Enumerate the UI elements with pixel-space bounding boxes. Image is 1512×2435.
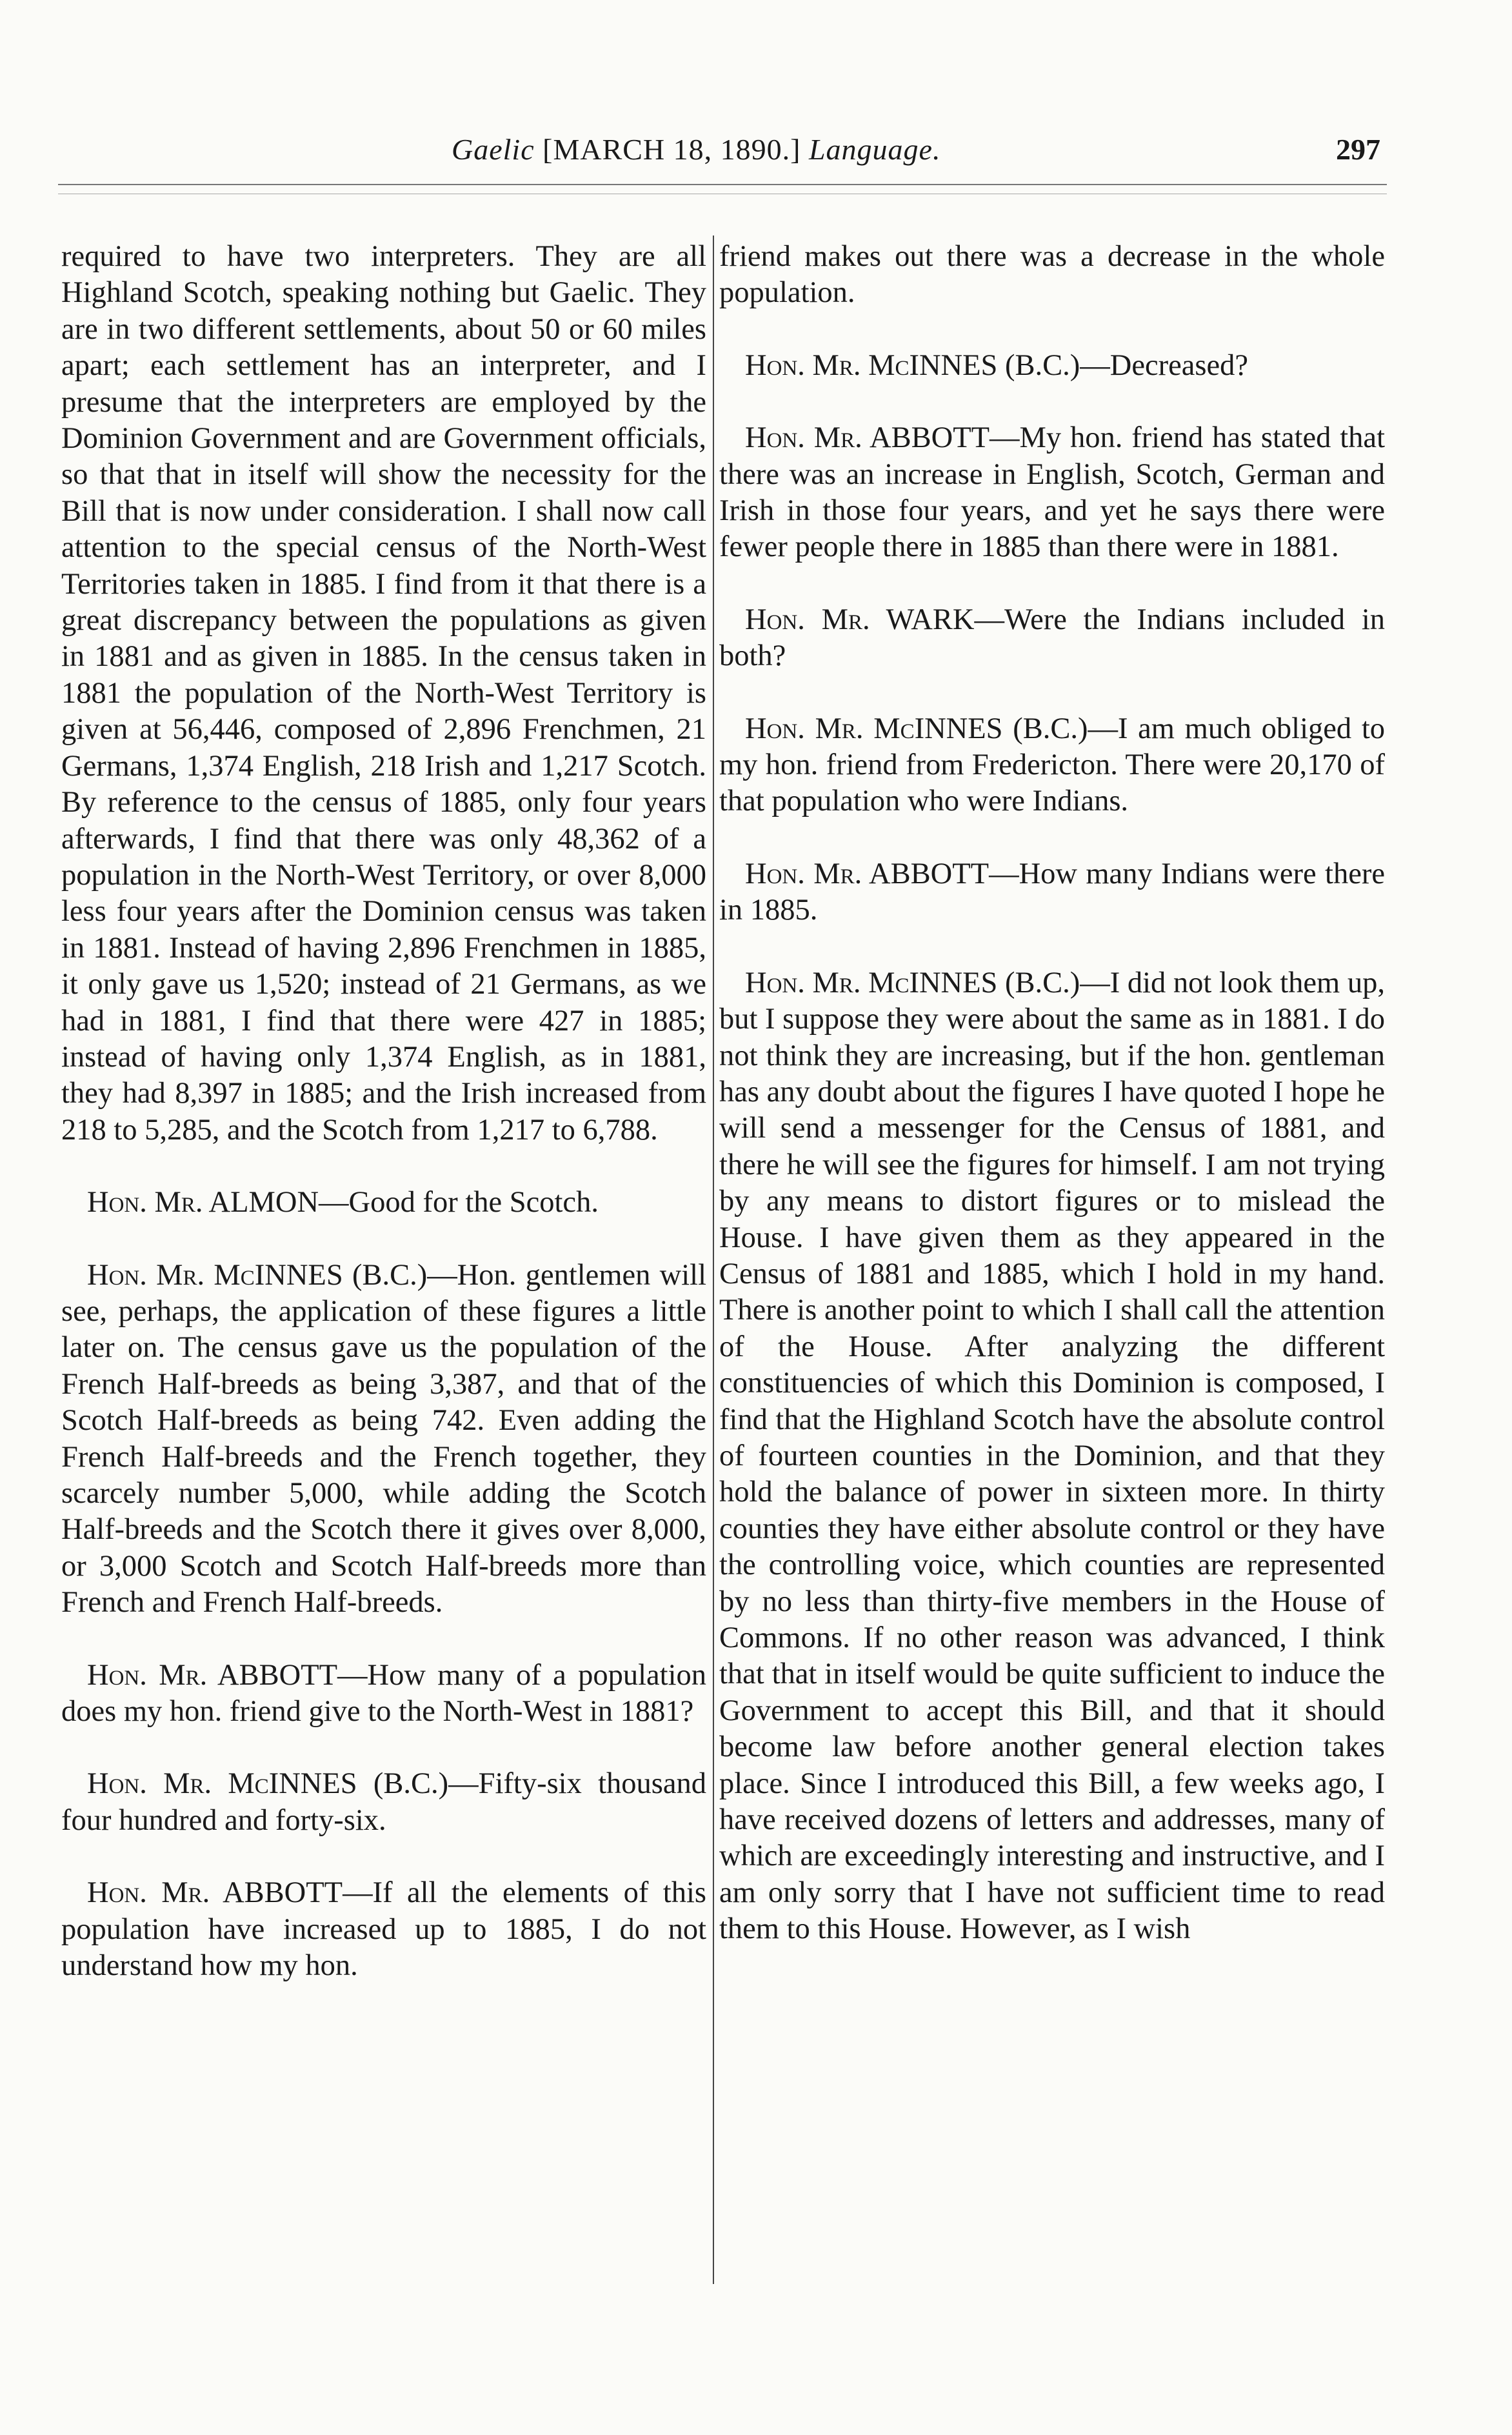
header-rule	[58, 184, 1387, 185]
running-title	[452, 132, 940, 166]
speaker-name: Hon. Mr. McINNES (B.C.)	[87, 1258, 428, 1292]
right-column	[719, 239, 1385, 1984]
paragraph-text: —How many of a population does my hon. friend give to the North-West in 1881?	[61, 1658, 706, 1729]
running-title-left: Gaelic	[452, 133, 535, 166]
paragraph	[719, 965, 1385, 1948]
speaker-name: Hon. Mr. ABBOTT	[745, 421, 990, 455]
paragraph	[719, 856, 1385, 929]
paragraph-text: —I did not look them up, but I suppose they were about the same as in 1881. I do not think they are increasing, but if the hon. gentleman has any doubt about the figures I have quoted I hope he will send a messenger for the Census of 1881, and there he will see the figures for himself. I am not trying by any means to distort figures or to mislead the House. I have given them as they appeared in the Census of 1881 and 1885, which I hold in my hand. There is another point to which I shall call the attention of the House. After analyzing the different constituencies of which this Dominion is composed, I find that the Highland Scotch have the absolute control of fourteen counties in the Dominion, and that they hold the balance of power in sixteen more. In thirty counties they have either absolute control or they have the controlling voice, which counties are represented by no less than thirty-five members in the House of Commons. If no other reason was advanced, I think that that in itself would be quite sufficient to induce the Government to accept this Bill, and that it should become law before another general election takes place. Since I introduced this Bill, a few weeks ago, I have received dozens of letters and addresses, many of which are exceedingly interesting and instructive, and I am only sorry that I have not sufficient time to read them to this House. However, as I wish	[719, 966, 1385, 1946]
paragraph	[719, 711, 1385, 820]
paragraph	[61, 1258, 706, 1621]
paragraph-text: —My hon. friend has stated that there was an increase in English, Scotch, German and Irish in those four years, and yet he says there were fewer people there in 1885 than there were in 1881.	[719, 421, 1385, 564]
running-title-right: Language.	[808, 133, 941, 166]
speaker-name: Hon. Mr. ALMON	[87, 1186, 319, 1219]
paragraph-text: —I am much obliged to my hon. friend from Fredericton. There were 20,170 of that population who were Indians.	[719, 712, 1386, 818]
speaker-name: Hon. Mr. McINNES (B.C.)	[745, 348, 1080, 382]
paragraph	[61, 1658, 706, 1730]
paragraph-text: —Fifty-six thousand four hundred and forty-six.	[61, 1767, 707, 1837]
paragraph	[61, 1875, 706, 1984]
speaker-name: Hon. Mr. McINNES (B.C.)	[745, 712, 1088, 745]
paragraph	[719, 420, 1385, 566]
speaker-name: Hon. Mr. ABBOTT	[87, 1876, 343, 1910]
paragraph	[61, 1185, 706, 1221]
paragraph-text: friend makes out there was a decrease in the whole population.	[719, 240, 1385, 310]
left-column	[61, 239, 706, 2020]
page-header	[232, 132, 1380, 177]
paragraph	[61, 239, 706, 1148]
paragraph-text: —How many Indians were there in 1885.	[719, 857, 1385, 927]
paragraph	[719, 348, 1385, 384]
paragraph	[719, 239, 1385, 312]
speaker-name: Hon. Mr. ABBOTT	[87, 1658, 338, 1692]
column-divider	[713, 235, 714, 2284]
paragraph-text: —Decreased?	[1080, 348, 1248, 382]
speaker-name: Hon. Mr. WARK	[745, 603, 975, 636]
page-number: 297	[1336, 133, 1380, 166]
paragraph-text: —Were the Indians included in both?	[719, 603, 1385, 673]
paragraph-text: —If all the elements of this population have increased up to 1885, I do not understand how my hon.	[61, 1876, 706, 1983]
paragraph	[719, 602, 1385, 675]
speaker-name: Hon. Mr. McINNES (B.C.)	[87, 1767, 449, 1801]
paragraph	[61, 1766, 706, 1839]
speaker-name: Hon. Mr. McINNES (B.C.)	[745, 966, 1080, 999]
speaker-name: Hon. Mr. ABBOTT	[745, 857, 990, 890]
paragraph-text: —Hon. gentlemen will see, perhaps, the application of these figures a little later on. The census gave us the population of the French Half-breeds as being 3,387, and that of the Scotch Half-breeds as being 742. Even adding the French Half-breeds and the French together, they scarcely number 5,000, while adding the Scotch Half-breeds and the Scotch there it gives over 8,000, or 3,000 Scotch and Scotch Half-breeds more than French and French Half-breeds.	[61, 1258, 706, 1619]
paragraph-text: —Good for the Scotch.	[319, 1186, 599, 1219]
running-title-date: [MARCH 18, 1890.]	[542, 133, 801, 166]
paragraph-text: required to have two interpreters. They are all Highland Scotch, speaking nothing but Gaelic. They are in two different settlements, about 50 or 60 miles apart; each settlement has an interpreter, and I presume that the interpreters are employed by the Dominion Government and are Government officials, so that that in itself will show the necessity for the Bill that is now under consideration. I shall now call attention to the special census of the North-West Territories taken in 1885. I find from it that there is a great discrepancy between the populations as given in 1881 and as given in 1885. In the census taken in 1881 the population of the North-West Territory is given at 56,446, composed of 2,896 Frenchmen, 21 Germans, 1,374 English, 218 Irish and 1,217 Scotch. By reference to the census of 1885, only four years afterwards, I find that there was only 48,362 of a population in the North-West Territory, or over 8,000 less four years after the Dominion census was taken in 1881. Instead of having 2,896 Frenchmen in 1885, it only gave us 1,520; instead of 21 Germans, as we had in 1881, I find that there were 427 in 1885; instead of having only 1,374 English, as in 1881, they had 8,397 in 1885; and the Irish increased from 218 to 5,285, and the Scotch from 1,217 to 6,788.	[61, 240, 706, 1147]
